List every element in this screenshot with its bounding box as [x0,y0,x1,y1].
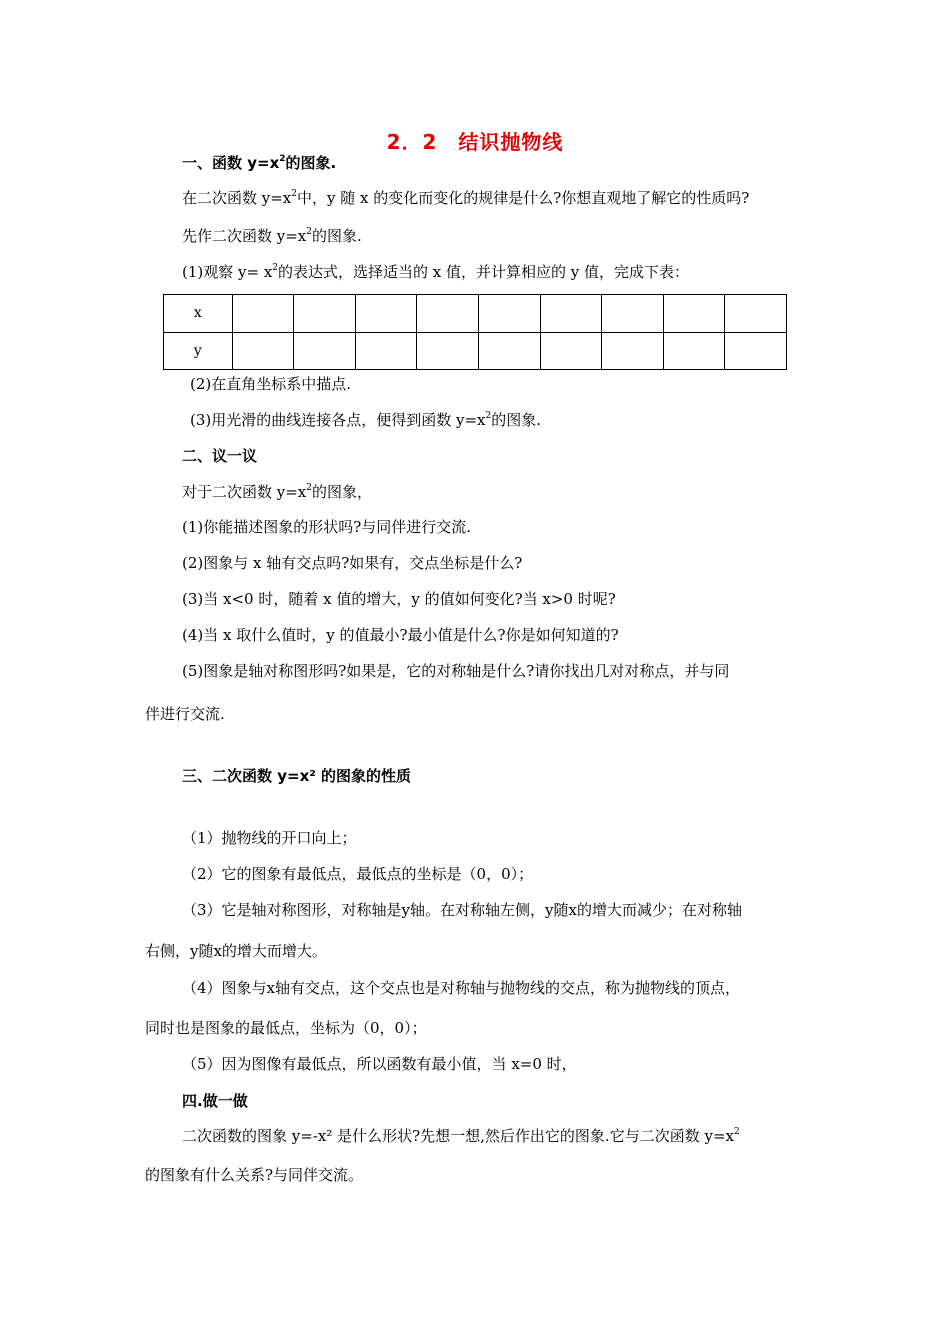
property-2: （2）它的图象有最低点，最低点的坐标是（0，0）； [182,865,534,883]
table-cell[interactable] [602,295,664,333]
text: 二次函数的图象 y=-x² 是什么形状?先想一想,然后作出它的图象.它与二次函数 y=x [182,1127,734,1145]
table-cell[interactable] [478,332,540,370]
property-3-continued: 右侧，y随x的增大而增大。 [145,942,327,960]
superscript: 2 [272,263,279,273]
table-cell[interactable] [540,332,602,370]
property-4-continued: 同时也是图象的最低点，坐标为（0，0）； [145,1019,427,1037]
table-cell[interactable] [232,295,294,333]
text: 的图象， [312,483,373,501]
section-4-heading: 四.做一做 [182,1092,248,1110]
section-3-heading: 三、二次函数 y=x² 的图象的性质 [182,767,412,785]
text: 的图象. [491,411,542,429]
table-cell[interactable] [355,332,417,370]
heading-text: 的图象. [285,154,337,172]
paragraph [182,1126,740,1146]
document-title: 2．2 结识抛物线 [386,130,564,154]
question-2: (2)图象与 x 轴有交点吗?如果有，交点坐标是什么? [182,554,523,572]
paragraph [190,410,541,430]
table-cell[interactable] [294,295,356,333]
question-3: (3)当 x<0 时，随着 x 值的增大，y 的值如何变化?当 x>0 时呢? [182,590,616,608]
property-3: （3）它是轴对称图形，对称轴是y轴。在对称轴左侧，y随x的增大而减少；在对称轴 [182,901,742,919]
paragraph [182,188,749,208]
superscript: 2 [485,411,492,421]
table-cell[interactable] [294,332,356,370]
paragraph [182,262,689,282]
table-cell[interactable] [540,295,602,333]
paragraph-continued: 的图象有什么关系?与同伴交流。 [145,1166,364,1184]
row-label-y: y [164,332,233,370]
table-row [164,295,787,333]
table-cell[interactable] [725,295,787,333]
text: 先作二次函数 y=x [182,227,307,245]
value-table [163,294,787,370]
table-row [164,332,787,370]
question-4: (4)当 x 取什么值时，y 的值最小?最小值是什么?你是如何知道的? [182,626,619,644]
table-cell[interactable] [478,295,540,333]
section-2-heading: 二、议一议 [182,447,258,465]
question-1: (1)你能描述图象的形状吗?与同伴进行交流. [182,518,472,536]
superscript: 2 [733,1127,740,1137]
text: (1)观察 y= x [182,263,273,281]
paragraph: (2)在直角坐标系中描点. [190,375,352,393]
section-1-heading [182,153,336,173]
table-cell[interactable] [663,332,725,370]
table-cell[interactable] [602,332,664,370]
paragraph [182,226,362,246]
text: 在二次函数 y=x [182,189,292,207]
question-5-continued: 伴进行交流. [145,705,225,723]
table-cell[interactable] [417,295,479,333]
property-1: （1）抛物线的开口向上； [182,829,357,847]
superscript: 2 [279,154,286,164]
text: 对于二次函数 y=x [182,483,307,501]
heading-text: 一、函数 y=x [182,154,280,172]
table-cell[interactable] [355,295,417,333]
superscript: 2 [291,189,298,199]
property-5: （5）因为图像有最低点，所以函数有最小值，当 x=0 时， [182,1055,577,1073]
text: 的图象. [312,227,362,245]
table-cell[interactable] [725,332,787,370]
property-4: （4）图象与x轴有交点，这个交点也是对称轴与抛物线的交点，称为抛物线的顶点， [182,979,741,997]
table-cell[interactable] [232,332,294,370]
question-5: (5)图象是轴对称图形吗?如果是，它的对称轴是什么?请你找出几对对称点，并与同 [182,662,730,680]
row-label-x: x [164,295,233,333]
text: 的表达式，选择适当的 x 值，并计算相应的 y 值，完成下表： [278,263,690,281]
superscript: 2 [306,483,313,493]
paragraph [182,482,372,502]
superscript: 2 [306,227,313,237]
text: 中，y 随 x 的变化而变化的规律是什么?你想直观地了解它的性质吗? [297,189,750,207]
text: (3)用光滑的曲线连接各点，便得到函数 y=x [190,411,486,429]
table-cell[interactable] [663,295,725,333]
table-cell[interactable] [417,332,479,370]
